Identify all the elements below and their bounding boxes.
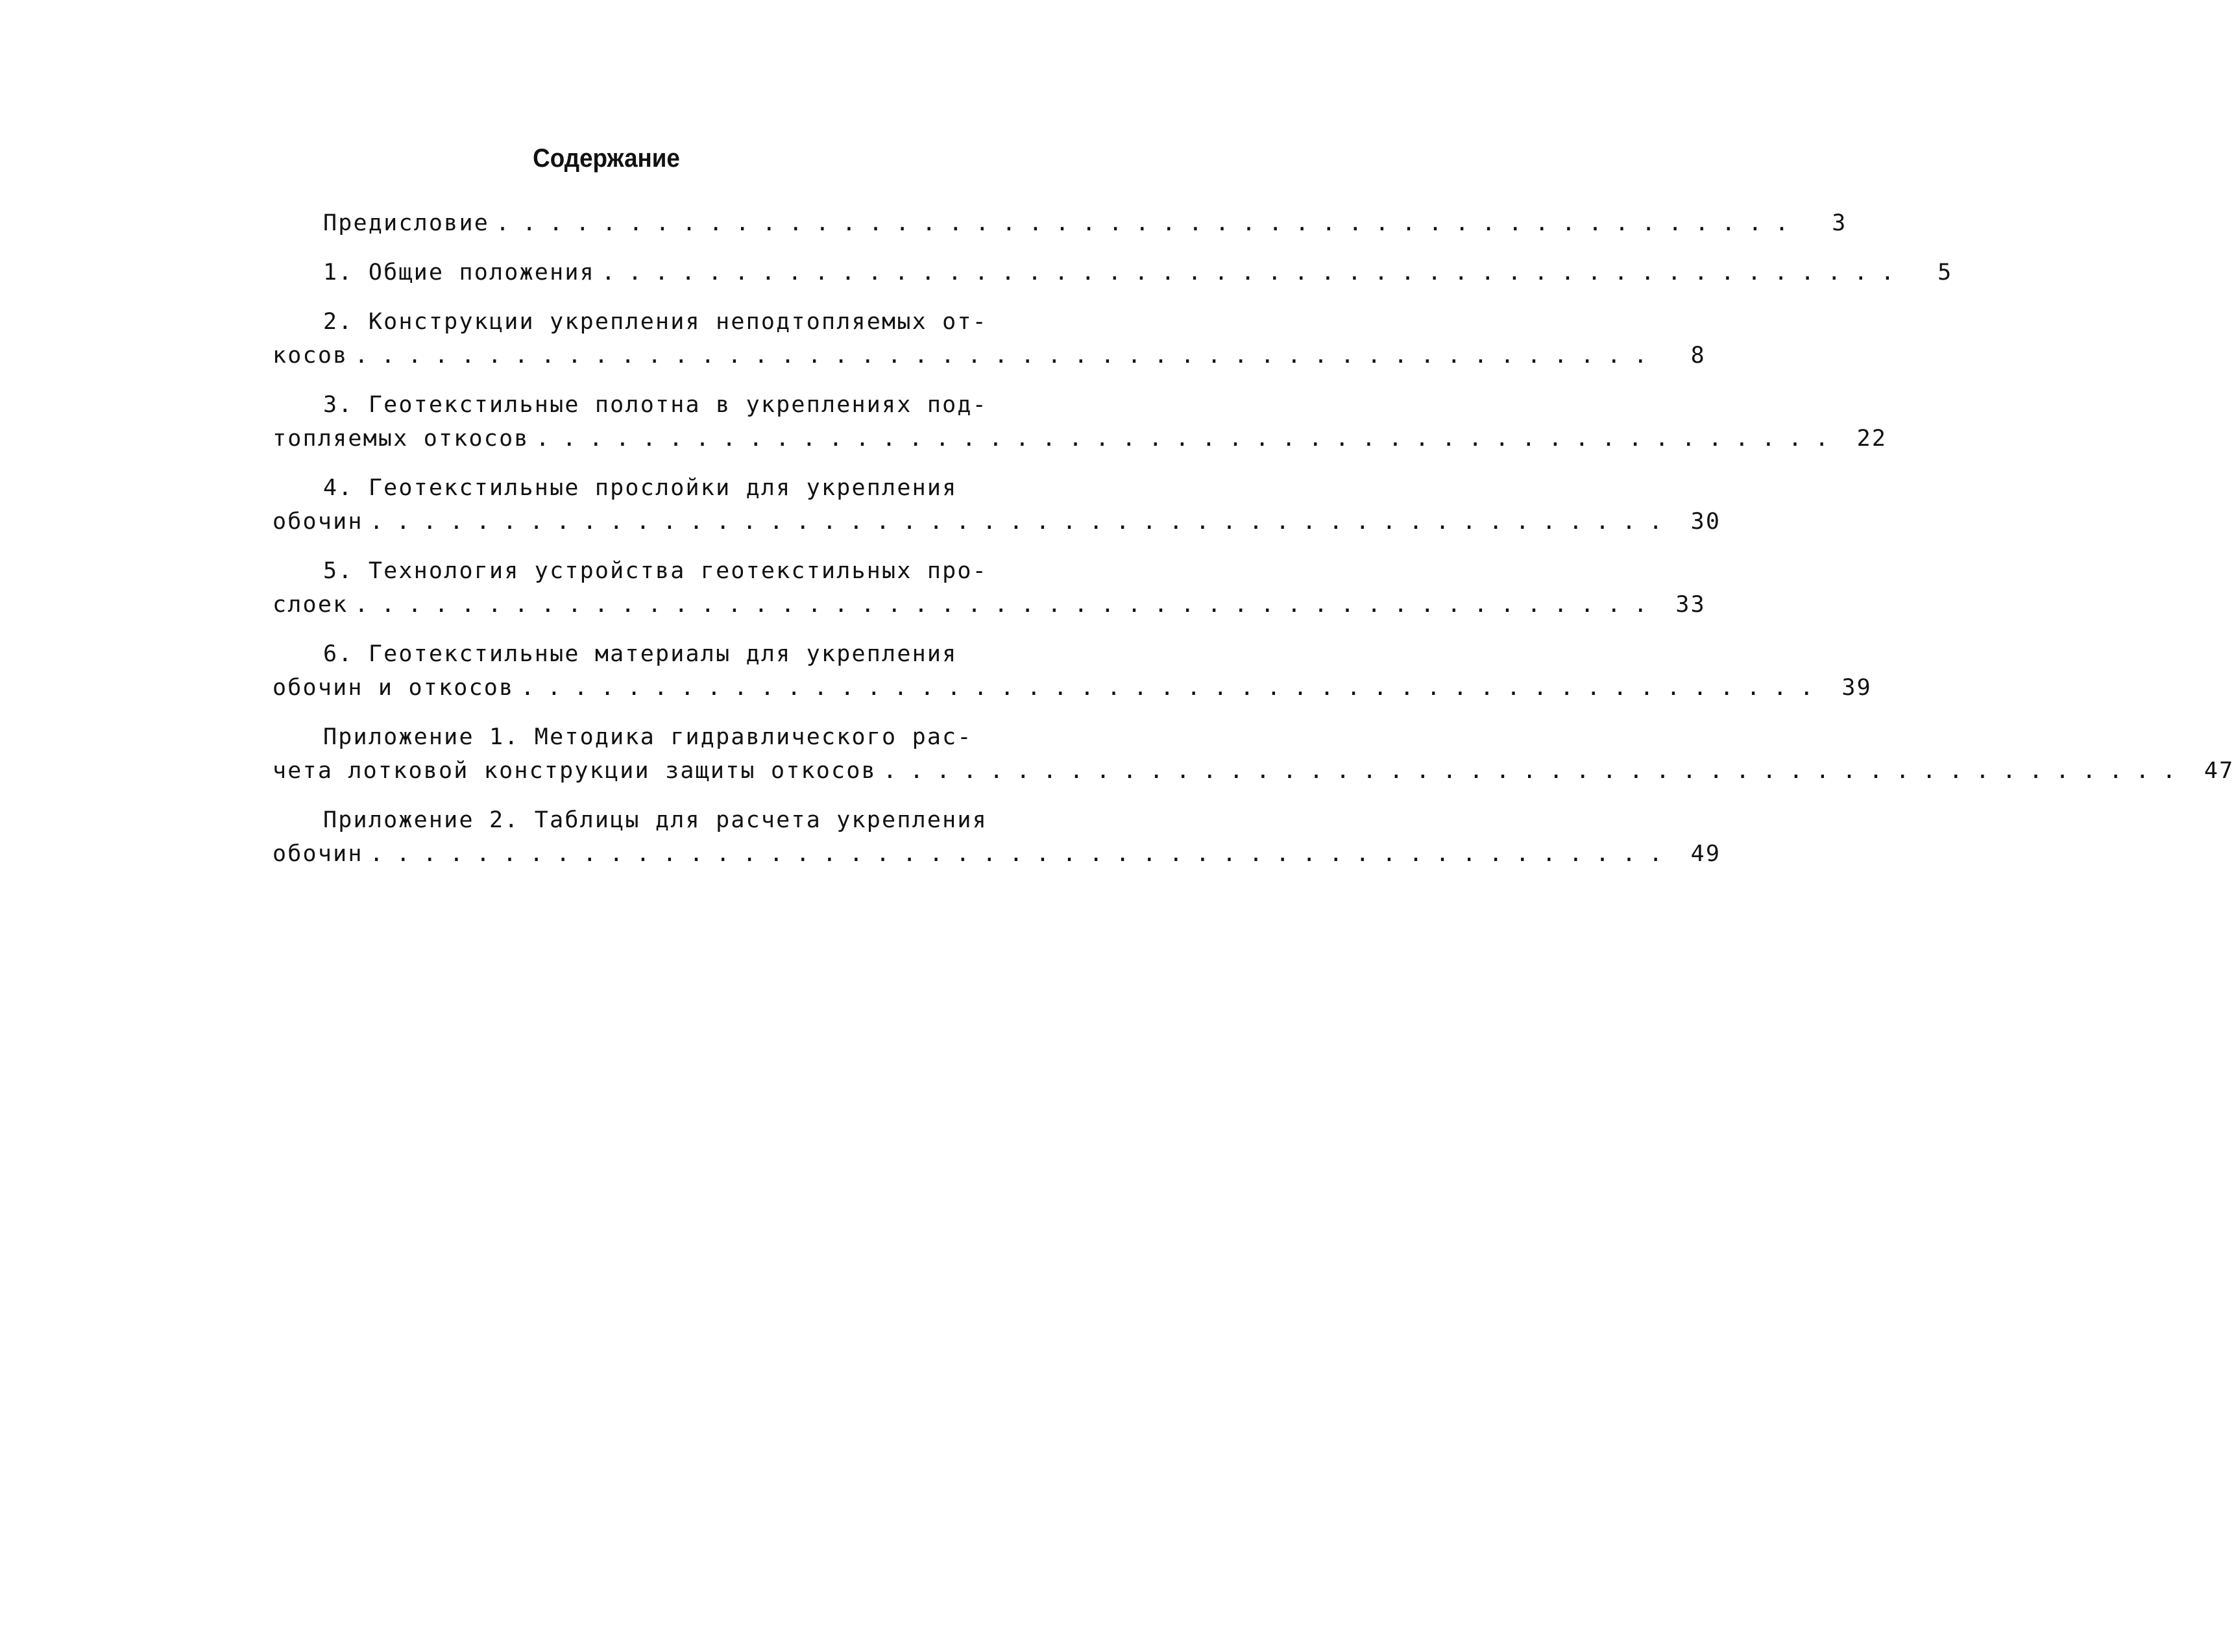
toc-page-number: 8 — [1690, 343, 1706, 369]
toc-entry-text: косов — [273, 343, 348, 369]
toc-page-number: 3 — [1832, 210, 1847, 236]
dot-leader: ................................................. — [354, 592, 1660, 618]
toc-entry-text: обочин — [273, 509, 363, 535]
toc-entry-text: обочин — [273, 841, 363, 867]
toc-entry-1 — [273, 256, 1953, 289]
toc-entry-preface — [273, 206, 1847, 240]
toc-entry-appendix-1 — [273, 720, 2234, 788]
toc-page-number: 22 — [1856, 426, 1888, 452]
dot-leader: ................................................. — [601, 260, 1908, 285]
table-of-contents — [273, 206, 2234, 886]
dot-leader: ................................................. — [369, 509, 1676, 535]
dot-leader: ................................................. — [369, 841, 1676, 867]
toc-line: 5. Технология устройства геотекстильных про- — [323, 558, 988, 584]
toc-entry-text: 1. Общие положения — [323, 260, 595, 285]
toc-entry-text: Предисловие — [323, 210, 489, 236]
toc-entry-text: чета лотковой конструкции защиты откосов — [273, 758, 877, 784]
toc-entry-3 — [273, 388, 1888, 456]
toc-line — [273, 206, 1847, 240]
toc-line: 4. Геотекстильные прослойки для укрепления — [323, 475, 958, 501]
toc-line — [273, 588, 1706, 622]
toc-page-number: 47 — [2204, 758, 2234, 784]
toc-page-number: 39 — [1841, 675, 1872, 701]
toc-entry-text: слоек — [273, 592, 348, 618]
toc-entry-text: обочин и откосов — [273, 675, 515, 701]
toc-line — [273, 422, 1888, 456]
dot-leader: ................................................. — [520, 675, 1827, 701]
toc-page-number: 5 — [1937, 260, 1953, 285]
toc-page-number: 33 — [1675, 592, 1706, 618]
toc-entry-5 — [273, 554, 1706, 622]
dot-leader: ................................................. — [535, 426, 1842, 452]
toc-entry-text: топляемых откосов — [273, 426, 529, 452]
toc-entry-appendix-2 — [273, 803, 1721, 871]
toc-line: Приложение 2. Таблицы для расчета укрепления — [323, 807, 988, 833]
toc-entry-4 — [273, 471, 1721, 539]
toc-line — [273, 339, 1706, 372]
dot-leader: ................................................. — [496, 210, 1802, 236]
toc-page-number: 49 — [1690, 841, 1721, 867]
toc-line: 3. Геотекстильные полотна в укреплениях под- — [323, 392, 988, 418]
toc-page-number: 30 — [1690, 509, 1721, 535]
toc-line — [273, 505, 1721, 539]
toc-entry-2 — [273, 305, 1706, 372]
toc-line: Приложение 1. Методика гидравлического рас- — [323, 724, 973, 750]
dot-leader: ................................................. — [354, 343, 1660, 369]
toc-line — [273, 671, 1872, 705]
dot-leader: ................................................. — [882, 758, 2189, 784]
toc-line — [273, 754, 2234, 788]
toc-line: 2. Конструкции укрепления неподтопляемых от- — [323, 309, 988, 335]
toc-line — [273, 837, 1721, 871]
toc-line: 6. Геотекстильные материалы для укрепления — [323, 641, 958, 667]
toc-entry-6 — [273, 637, 1872, 705]
toc-line — [273, 256, 1953, 289]
toc-title: Содержание — [533, 144, 680, 173]
